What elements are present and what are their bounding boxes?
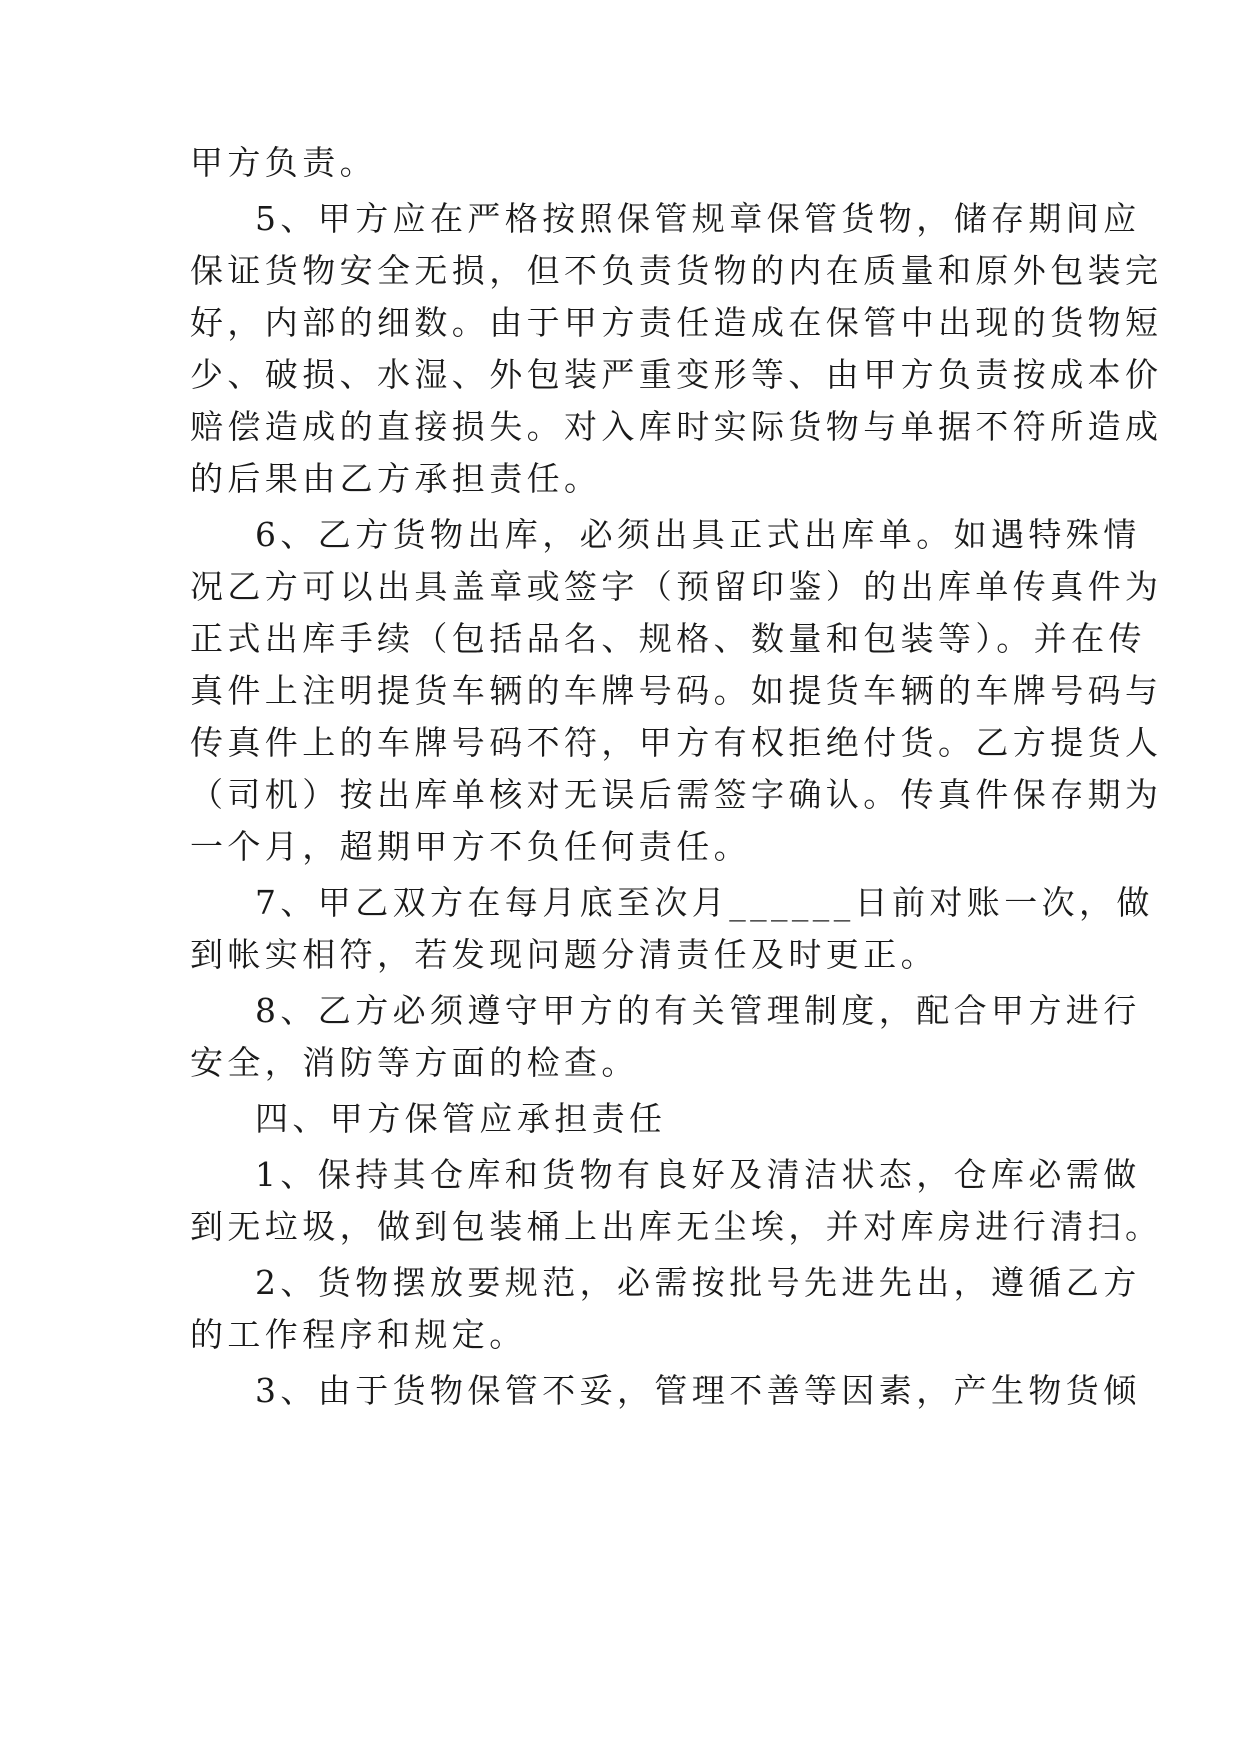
text-line: 保证货物安全无损，但不负责货物的内在质量和原外包装完 — [190, 251, 1163, 290]
text-line: 传真件上的车牌号码不符，甲方有权拒绝付货。乙方提货人 — [190, 723, 1163, 762]
text-line: 少、破损、水湿、外包装严重变形等、由甲方负责按成本价 — [190, 355, 1163, 394]
text-line: 赔偿造成的直接损失。对入库时实际货物与单据不符所造成 — [190, 407, 1163, 446]
text-line: 甲方负责。 — [190, 143, 377, 182]
text-line: 正式出库手续（包括品名、规格、数量和包装等）。并在传 — [190, 619, 1146, 658]
clause-1-line: 1、保持其仓库和货物有良好及清洁状态，仓库必需做 — [255, 1155, 1141, 1194]
text-line: 到帐实相符，若发现问题分清责任及时更正。 — [190, 935, 938, 974]
text-line: 到无垃圾，做到包装桶上出库无尘埃，并对库房进行清扫。 — [190, 1207, 1163, 1246]
section-heading: 四、甲方保管应承担责任 — [255, 1099, 667, 1138]
text-line: 真件上注明提货车辆的车牌号码。如提货车辆的车牌号码与 — [190, 671, 1163, 710]
text-line: 安全，消防等方面的检查。 — [190, 1043, 639, 1082]
text-line: 的后果由乙方承担责任。 — [190, 459, 602, 498]
text-line: （司机）按出库单核对无误后需签字确认。传真件保存期为 — [190, 775, 1163, 814]
text-line: 好，内部的细数。由于甲方责任造成在保管中出现的货物短 — [190, 303, 1163, 342]
clause-6-line: 6、乙方货物出库，必须出具正式出库单。如遇特殊情 — [255, 515, 1141, 554]
clause-5-line: 5、甲方应在严格按照保管规章保管货物，储存期间应 — [255, 199, 1141, 238]
clause-7-line: 7、甲乙双方在每月底至次月______日前对账一次，做 — [255, 883, 1154, 922]
text-line: 的工作程序和规定。 — [190, 1315, 527, 1354]
clause-2-line: 2、货物摆放要规范，必需按批号先进先出，遵循乙方 — [255, 1263, 1141, 1302]
text-line: 况乙方可以出具盖章或签字（预留印鉴）的出库单传真件为 — [190, 567, 1163, 606]
clause-3-line: 3、由于货物保管不妥，管理不善等因素，产生物货倾 — [255, 1371, 1141, 1410]
clause-8-line: 8、乙方必须遵守甲方的有关管理制度，配合甲方进行 — [255, 991, 1141, 1030]
text-line: 一个月，超期甲方不负任何责任。 — [190, 827, 751, 866]
